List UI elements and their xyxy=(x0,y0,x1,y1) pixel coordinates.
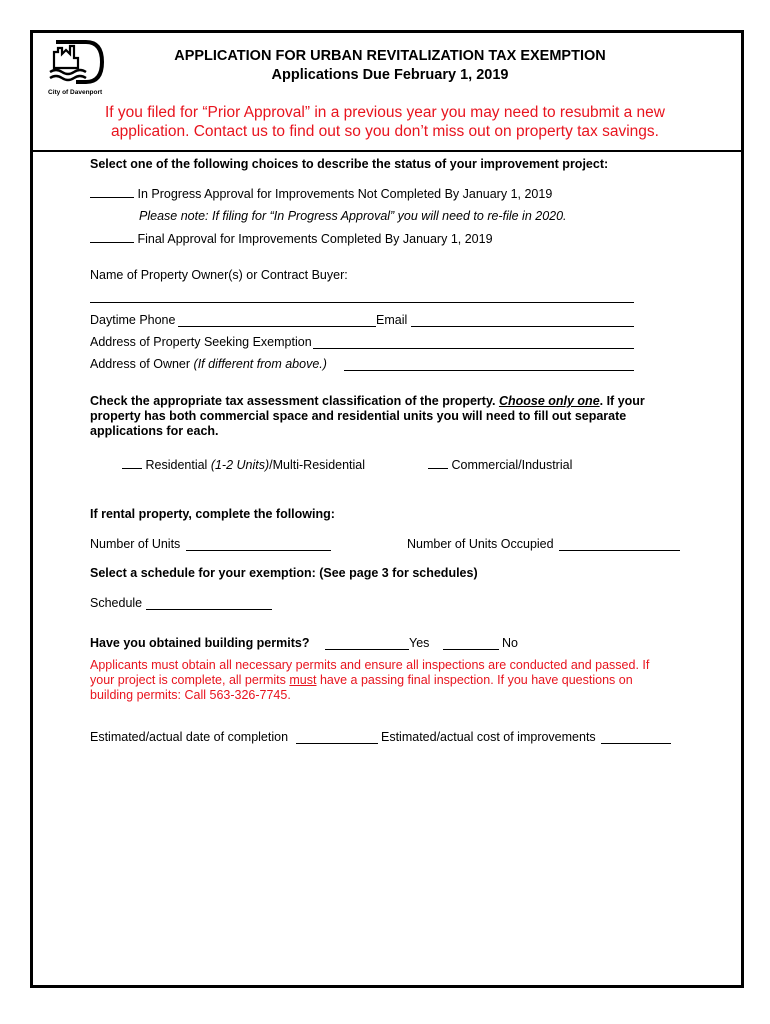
completion-date-field[interactable] xyxy=(296,743,378,744)
owner-address-label-group xyxy=(90,357,327,371)
permits-no-field[interactable] xyxy=(443,649,499,650)
units-label: Number of Units xyxy=(90,537,181,551)
rental-heading: If rental property, complete the following: xyxy=(90,507,335,521)
city-of-davenport-logo xyxy=(48,40,104,86)
property-address-label: Address of Property Seeking Exemption xyxy=(90,335,312,349)
final-label: Final Approval for Improvements Completed By January 1, 2019 xyxy=(137,232,493,246)
owner-address-note: (If different from above.) xyxy=(193,357,327,371)
residential-option[interactable]: Residential (1-2 Units)/Multi-Residential xyxy=(122,457,365,472)
choose-only-one: Choose only one xyxy=(498,394,600,408)
phone-label: Daytime Phone xyxy=(90,313,176,327)
status-option-final[interactable] xyxy=(90,231,493,246)
units-occupied-label: Number of Units Occupied xyxy=(407,537,554,551)
in-progress-label: In Progress Approval for Improvements Not Completed By January 1, 2019 xyxy=(137,187,553,201)
header-divider xyxy=(33,150,741,152)
permits-yes-label: Yes xyxy=(409,636,430,650)
owner-address-field[interactable] xyxy=(344,370,634,371)
cost-field[interactable] xyxy=(601,743,671,744)
completion-date-label: Estimated/actual date of completion xyxy=(90,730,289,744)
residential-checkbox-blank[interactable] xyxy=(122,457,142,469)
in-progress-checkbox-blank[interactable] xyxy=(90,186,134,198)
permits-yes-field[interactable] xyxy=(325,649,409,650)
status-prompt: Select one of the following choices to describe the status of your improvement project: xyxy=(90,157,609,171)
permits-question: Have you obtained building permits? xyxy=(90,636,310,650)
commercial-option[interactable] xyxy=(428,457,572,472)
schedule-label: Schedule xyxy=(90,596,143,610)
owner-name-field[interactable] xyxy=(90,302,634,303)
in-progress-note: Please note: If filing for “In Progress Approval” you will need to re-file in 2020. xyxy=(139,209,567,223)
status-option-in-progress[interactable] xyxy=(90,186,552,201)
form-subtitle: Applications Due February 1, 2019 xyxy=(271,67,509,83)
units-field[interactable] xyxy=(186,550,331,551)
city-caption: City of Davenport xyxy=(48,89,103,96)
property-address-field[interactable] xyxy=(313,348,634,349)
classification-prompt: Check the appropriate tax assessment classification of the property. Choose only one. If your property has both commercial space and residential units you will need to fill out separate applications for each. xyxy=(90,394,645,438)
owner-name-label: Name of Property Owner(s) or Contract Buyer: xyxy=(90,268,348,282)
form-title: APPLICATION FOR URBAN REVITALIZATION TAX EXEMPTION xyxy=(174,48,606,64)
email-field[interactable] xyxy=(411,326,634,327)
commercial-checkbox-blank[interactable] xyxy=(428,457,448,469)
schedule-heading: Select a schedule for your exemption: (See page 3 for schedules) xyxy=(90,566,478,580)
final-checkbox-blank[interactable] xyxy=(90,231,134,243)
schedule-field[interactable] xyxy=(146,609,272,610)
prior-approval-notice: If you filed for “Prior Approval” in a previous year you may need to resubmit a new application. Contact us to find out so you don’t miss out on property tax savings. xyxy=(105,104,665,140)
permits-no-label: No xyxy=(502,636,518,650)
phone-field[interactable] xyxy=(178,326,376,327)
commercial-label: Commercial/Industrial xyxy=(451,458,573,472)
email-label: Email xyxy=(376,313,408,327)
owner-address-label: Address of Owner xyxy=(90,357,191,371)
permits-warning: Applicants must obtain all necessary permits and ensure all inspections are conducted and passed. If your project is complete, all permits must have a passing final inspection. If you have questions on building permits: Call 563-326-7745. xyxy=(90,658,650,702)
units-occupied-field[interactable] xyxy=(559,550,680,551)
cost-label: Estimated/actual cost of improvements xyxy=(381,730,596,744)
